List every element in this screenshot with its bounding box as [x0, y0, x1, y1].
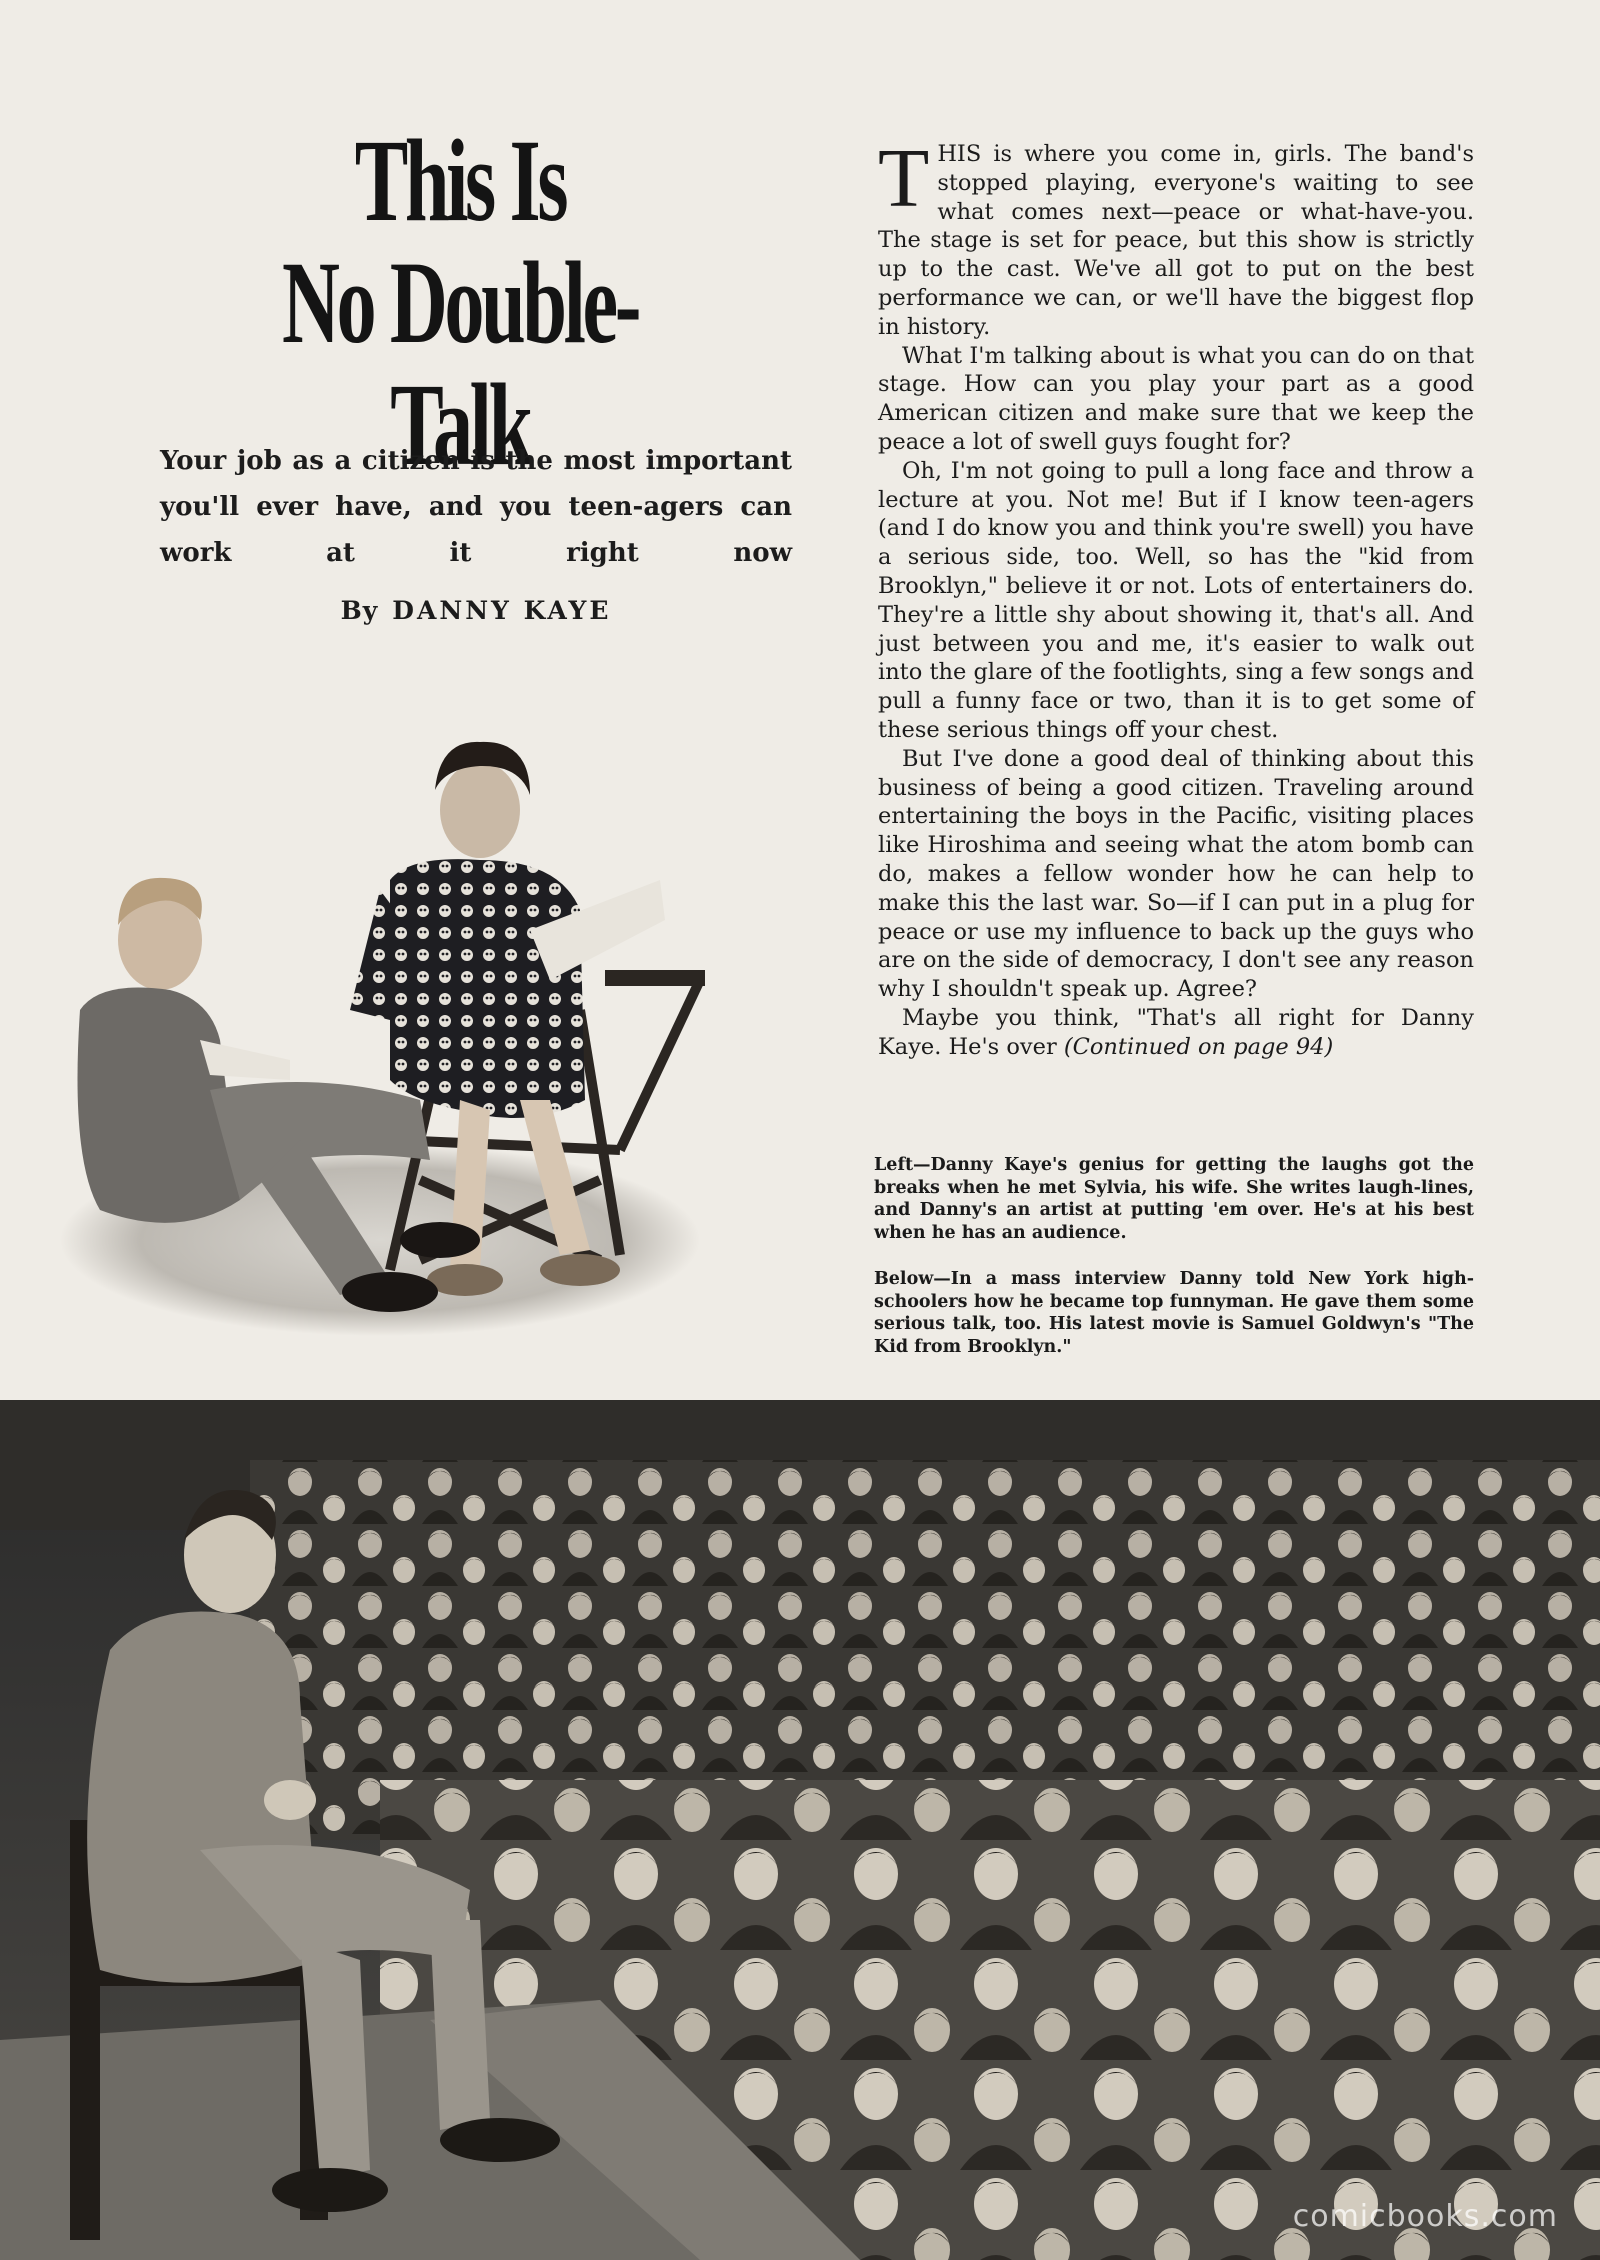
article-deck: Your job as a citizen is the most important you'll ever have, and you teen-agers can work at it right now [160, 446, 792, 568]
paragraph-2: What I'm talking about is what you can do on that stage. How can you play your part as a good American citizen and make sure that we keep the peace a lot of swell guys fought for? [878, 342, 1474, 455]
article-title [249, 115, 671, 490]
title-line-2: No Double-Talk [281, 237, 639, 490]
paragraph-5 [878, 1004, 1474, 1062]
title-line-1: This Is [354, 115, 566, 246]
byline-prefix: By [340, 596, 379, 625]
paragraph-3: Oh, I'm not going to pull a long face and throw a lecture at you. Not me! But if I know teen-agers (and I do know you and think you're swell) you have a serious side, too. Well, so has the "kid from Brooklyn," believe it or not. Lots of entertainers do. They're a little shy about showing it, that's all. And just between you and me, it's easier to walk out into the glare of the footlights, sing a few songs and pull a funny face or two, than it is to get some of these serious things off your chest. [878, 457, 1474, 743]
caption-left: Left—Danny Kaye's genius for getting the laughs got the breaks when he met Sylvia, his wife. She writes laugh-lines, and Danny's an artist at putting 'em over. He's at his best when he has an audience. [874, 1155, 1474, 1243]
photo-captions [874, 1154, 1474, 1382]
article-body [878, 132, 1474, 1062]
drop-cap: T [878, 132, 930, 225]
watermark: comicbooks.com [1292, 2199, 1558, 2234]
byline [160, 596, 792, 625]
paragraph-1 [878, 132, 1474, 342]
byline-author: DANNY KAYE [392, 596, 612, 625]
paragraph-4: But I've done a good deal of thinking about this business of being a good citizen. Traveling around entertaining the boys in the Pacific, visiting places like Hiroshima and seeing what the atom bomb can do, makes a fellow wonder how he can help to make this the last war. So—if I can put in a plug for peace or use my influence to back up the guys who are on the side of democracy, I don't see any reason why I shouldn't speak up. Agree? [878, 745, 1474, 1003]
photo-danny-and-sylvia [60, 680, 720, 1340]
paragraph-5-text: Maybe you think, "That's all right for Danny Kaye. He's over [878, 1004, 1474, 1060]
photo-audience [0, 1400, 1600, 2260]
caption-below: Below—In a mass interview Danny told New York high-schoolers how he became top funnyman. He gave them some serious talk, too. His latest movie is Samuel Goldwyn's "The Kid from Brooklyn." [874, 1269, 1474, 1357]
paragraph-1-text: HIS is where you come in, girls. The band's stopped playing, everyone's waiting to see what comes next—peace or what-have-you. The stage is set for peace, but this show is strictly up to the cast. We've all got to put on the best performance we can, or we'll have the biggest flop in history. [878, 141, 1474, 340]
continued-line: (Continued on page 94) [1063, 1033, 1334, 1060]
